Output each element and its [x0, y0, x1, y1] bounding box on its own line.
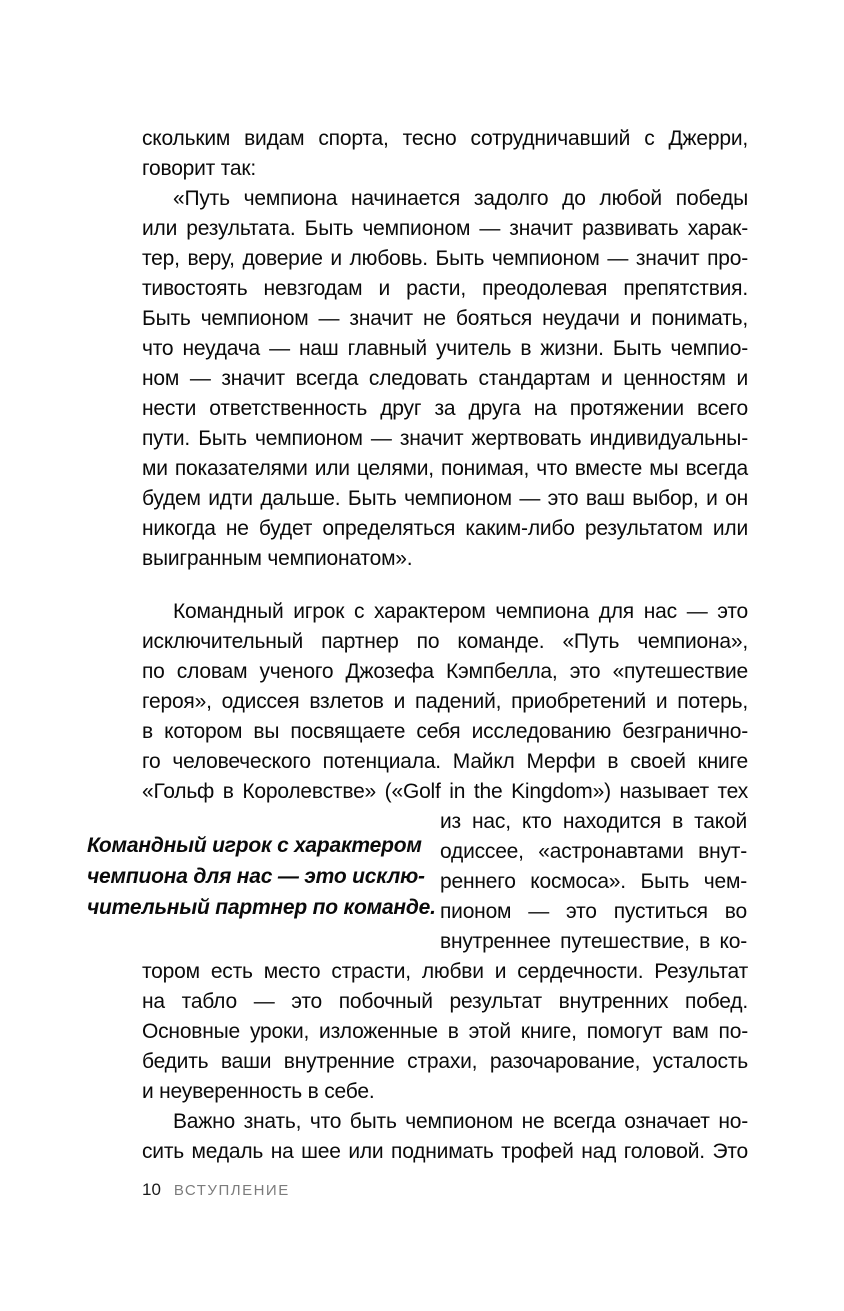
wrapped-text-column: [440, 807, 747, 957]
main-text-block-upper: [142, 124, 748, 807]
text-line: исключительный партнер по команде. «Путь чемпиона»,: [142, 630, 748, 653]
text-line: что неудача — наш главный учитель в жизни. Быть чемпио-: [142, 337, 748, 360]
text-line: никогда не будет определяться каким-либо результатом или: [142, 517, 748, 540]
text-line: по словам ученого Джозефа Кэмпбелла, это «путешествие: [142, 660, 748, 683]
main-text-block-lower: [142, 957, 748, 1167]
text-line: выигранным чемпионатом».: [142, 547, 413, 570]
chapter-title: ВСТУПЛЕНИЕ: [173, 1182, 290, 1199]
text-line: одиссее, «астронавтами внут-: [440, 840, 747, 863]
text-line: ми показателями или целями, понимая, что вместе мы всегда: [142, 457, 748, 480]
pull-quote-line: чительный партнер по команде.: [87, 896, 436, 919]
text-line: Важно знать, что быть чемпионом не всегда означает но-: [173, 1110, 748, 1133]
text-line: пионом — это пуститься во: [440, 900, 747, 923]
pull-quote-line: чемпиона для нас — это исклю-: [87, 865, 425, 888]
text-line: нести ответственность друг за друга на протяжении всего: [142, 397, 748, 420]
text-line: «Гольф в Королевстве» («Golf in the Kingdom») называет тех: [142, 780, 748, 803]
text-line: скольким видам спорта, тесно сотрудничавший с Джерри,: [142, 127, 748, 150]
text-line: в котором вы посвящаете себя исследованию безгранично-: [142, 720, 748, 743]
text-line: го человеческого потенциала. Майкл Мерфи в своей книге: [142, 750, 748, 773]
text-line: тором есть место страсти, любви и сердечности. Результат: [142, 960, 748, 983]
page-footer: [142, 1180, 290, 1200]
text-line: «Путь чемпиона начинается задолго до любой победы: [173, 187, 748, 210]
text-line: и неуверенность в себе.: [142, 1080, 375, 1103]
pull-quote: [87, 830, 436, 923]
text-line: Командный игрок с характером чемпиона для нас — это: [173, 600, 748, 623]
text-line: тер, веру, доверие и любовь. Быть чемпионом — значит про-: [142, 247, 748, 270]
text-line: Основные уроки, изложенные в этой книге, помогут вам по-: [142, 1020, 748, 1043]
text-line: ном — значит всегда следовать стандартам и ценностям и: [142, 367, 748, 390]
text-line: внутреннее путешествие, в ко-: [440, 930, 747, 953]
text-line: реннего космоса». Быть чем-: [440, 870, 747, 893]
text-line: пути. Быть чемпионом — значит жертвовать индивидуальны-: [142, 427, 748, 450]
text-line: на табло — это побочный результат внутренних побед.: [142, 990, 748, 1013]
text-line: тивостоять невзгодам и расти, преодолевая препятствия.: [142, 277, 748, 300]
text-line: сить медаль на шее или поднимать трофей над головой. Это: [142, 1140, 748, 1163]
text-line: бедить ваши внутренние страхи, разочарование, усталость: [142, 1050, 748, 1073]
text-line: героя», одиссея взлетов и падений, приобретений и потерь,: [142, 690, 748, 713]
text-line: из нас, кто находится в такой: [440, 810, 747, 833]
text-line: говорит так:: [142, 157, 257, 180]
text-line: Быть чемпионом — значит не бояться неудачи и понимать,: [142, 307, 748, 330]
text-line: будем идти дальше. Быть чемпионом — это ваш выбор, и он: [142, 487, 748, 510]
text-line: или результата. Быть чемпионом — значит развивать харак-: [142, 217, 748, 240]
pull-quote-line: Командный игрок с характером: [87, 834, 422, 857]
page-number: 10: [142, 1180, 161, 1199]
